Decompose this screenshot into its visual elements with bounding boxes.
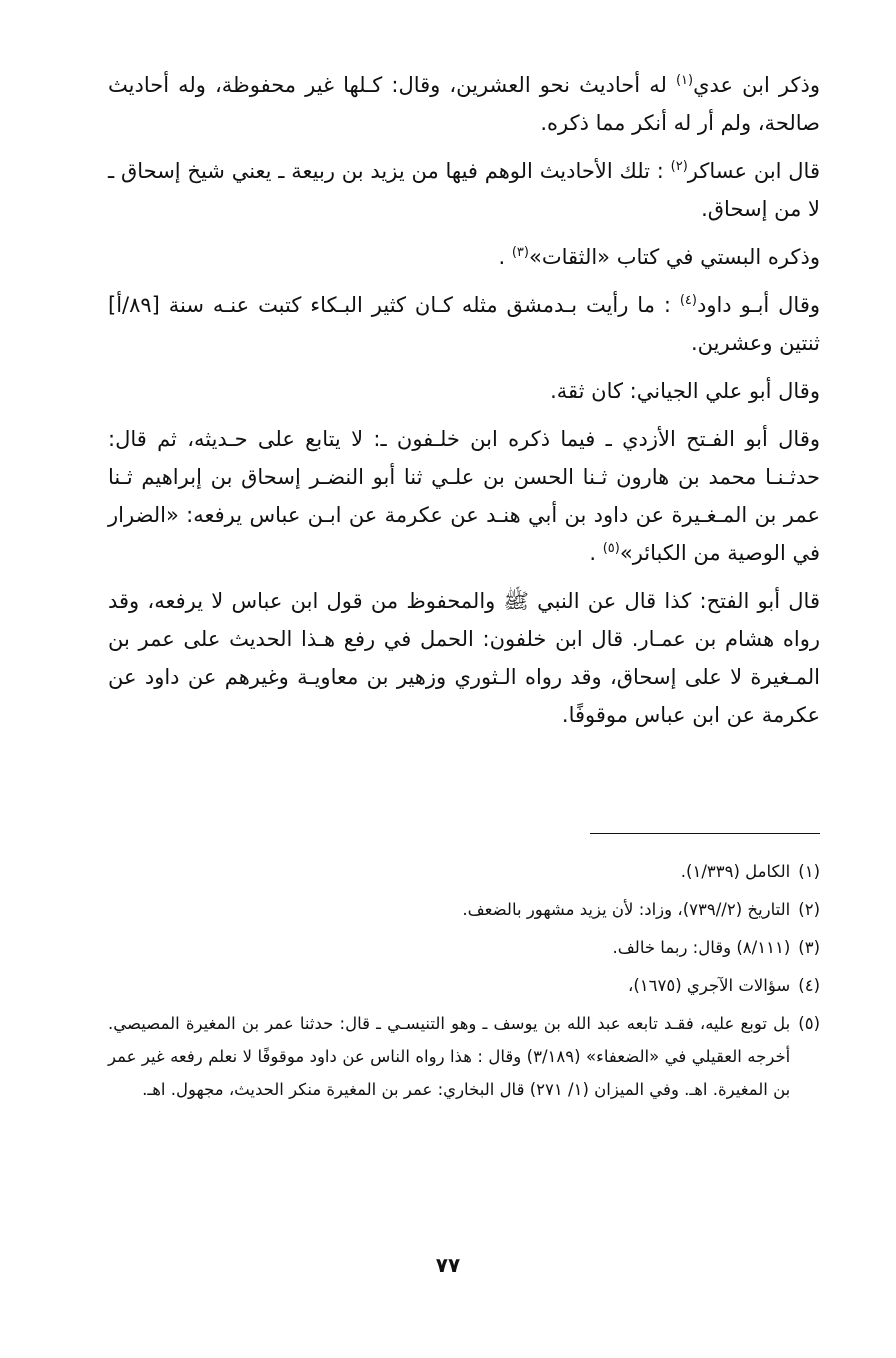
- footnotes: [108, 855, 820, 1111]
- paragraph-7: [108, 582, 820, 734]
- paragraph-6: [108, 420, 820, 572]
- footnote-5: [108, 1007, 820, 1106]
- paragraph-text: وقال أبو الفـتح الأزدي ـ فيما ذكره ابن خلـفون ـ: لا يتابع على حـديثه، ثم قال: حدثـنـا محمد بن هارون ثـنا الحسن بن علـي ثنا أبو النضـر إسحاق بن إبراهيم ثـنا عمر بن المـغـيرة عن داود بن أبي هنـد عن عكرمة عن ابـن عباس يرفعه: «الضرار في الوصية من الكبائر»: [108, 427, 820, 565]
- footnote-4: [108, 969, 820, 1002]
- footnote-marker: (٢): [670, 159, 688, 174]
- paragraph-text: له أحاديث نحو العشرين، وقال: كـلها غير محفوظة، وله أحاديث صالحة، ولم أر له أنكر مما ذكره.: [108, 73, 820, 135]
- footnote-text: (٨/١١١) وقال: ربما خالف.: [612, 938, 791, 957]
- footnote-1: [108, 855, 820, 888]
- paragraph-text: : تلك الأحاديث الوهم فيها من يزيد بن ربيعة ـ يعني شيخ إسحاق ـ لا من إسحاق.: [108, 159, 820, 221]
- paragraph-2: [108, 152, 820, 228]
- footnote-text: التاريخ (٢//٧٣٩)، وزاد: لأن يزيد مشهور بالضعف.: [462, 900, 791, 919]
- footnote-marker: (٥): [602, 541, 620, 556]
- paragraph-text: وذكره البستي في كتاب «الثقات»: [528, 245, 820, 269]
- main-text: [108, 66, 820, 734]
- paragraph-4: [108, 286, 820, 362]
- footnote-3: [108, 931, 820, 964]
- paragraph-text: : ما رأيت بـدمشق مثله كـان كثير البـكاء كتبت عنـه سنة [٨٩/أ] ثنتين وعشرين.: [108, 293, 820, 355]
- paragraph-1: [108, 66, 820, 142]
- footnote-number: (٣): [798, 938, 820, 957]
- paragraph-5: [108, 372, 820, 410]
- footnote-marker: (١): [675, 73, 694, 88]
- footnote-marker: (٣): [511, 245, 529, 260]
- footnote-text: سؤالات الآجري (١٦٧٥)،: [628, 976, 791, 995]
- footnote-number: (٤): [798, 976, 820, 995]
- paragraph-text: قال ابن عساكر: [687, 159, 820, 183]
- footnote-marker: (٤): [679, 293, 697, 308]
- paragraph-text: .: [498, 245, 512, 269]
- paragraph-text: قال أبو الفتح: كذا قال عن النبي ﷺ والمحفوظ من قول ابن عباس لا يرفعه، وقد رواه هشام بن عمـار. قال ابن خلفون: الحمل في رفع هـذا الحديث على عمر بن المـغيرة لا على إسحاق، وقد رواه الـثوري وزهير بن معاويـة وغيرهم عن داود عن عكرمة عن ابن عباس موقوفًا.: [108, 589, 820, 727]
- paragraph-text: وقال أبـو داود: [696, 293, 820, 317]
- footnote-2: [108, 893, 820, 926]
- footnote-divider: [590, 833, 820, 834]
- page-number: ٧٧: [435, 1253, 461, 1277]
- paragraph-text: وذكر ابن عدي: [693, 73, 820, 97]
- footnote-number: (٥): [798, 1014, 820, 1033]
- footnote-text: بل توبع عليه، فقـد تابعه عبد الله بن يوسف ـ وهو التنيسـي ـ قال: حدثنا عمر بن المغيرة المصيصي. أخرجه العقيلي في «الضعفاء» (٣/١٨٩) وقال : هذا رواه الناس عن داود موقوفًا لا نعلم رفعه غير عمر بن المغيرة. اهـ. وفي الميزان (١/ ٢٧١) قال البخاري: عمر بن المغيرة منكر الحديث، مجهول. اهـ.: [108, 1014, 791, 1099]
- paragraph-3: [108, 238, 820, 276]
- footnote-number: (٢): [798, 900, 820, 919]
- footnote-number: (١): [798, 862, 820, 881]
- paragraph-text: وقال أبو علي الجياني: كان ثقة.: [550, 379, 820, 403]
- paragraph-text: .: [589, 541, 603, 565]
- footnote-text: الكامل (١/٣٣٩).: [680, 862, 791, 881]
